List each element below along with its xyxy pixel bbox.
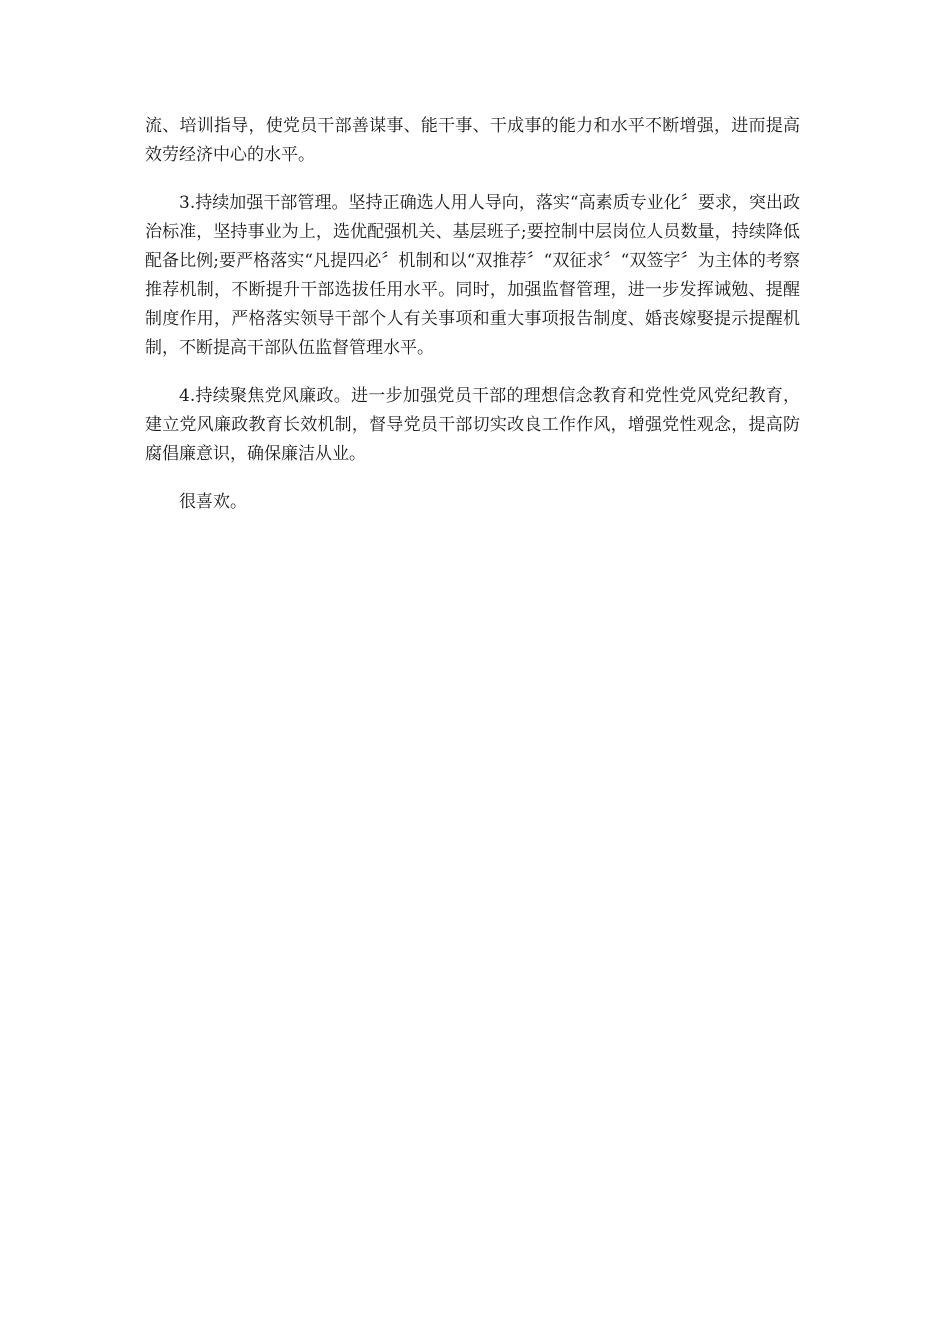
paragraph-closing: 很喜欢。 bbox=[179, 492, 247, 512]
paragraph-continued: 流、培训指导，使党员干部善谋事、能干事、干成事的能力和水平不断增强，进而提高效劳经济中心的水平。 bbox=[145, 116, 800, 165]
paragraph-cadre-management: 3.持续加强干部管理。坚持正确选人用人导向，落实“高素质专业化〞要求，突出政治标准，坚持事业为上，选优配强机关、基层班子;要控制中层岗位人员数量，持续降低配备比例;要严格落实“凡提四必〞机制和以“双推荐〞“双征求〞“双签字〞为主体的考察推荐机制，不断提升干部选拔任用水平。同时，加强监督管理，进一步发挥诫勉、提醒制度作用，严格落实领导干部个人有关事项和重大事项报告制度、婚丧嫁娶提示提醒机制，不断提高干部队伍监督管理水平。 bbox=[145, 193, 800, 358]
document-body bbox=[145, 112, 800, 536]
paragraph-party-integrity: 4.持续聚焦党风廉政。进一步加强党员干部的理想信念教育和党性党风党纪教育，建立党风廉政教育长效机制，督导党员干部切实改良工作作风，增强党性观念，提高防腐倡廉意识，确保廉洁从业。 bbox=[145, 386, 800, 464]
